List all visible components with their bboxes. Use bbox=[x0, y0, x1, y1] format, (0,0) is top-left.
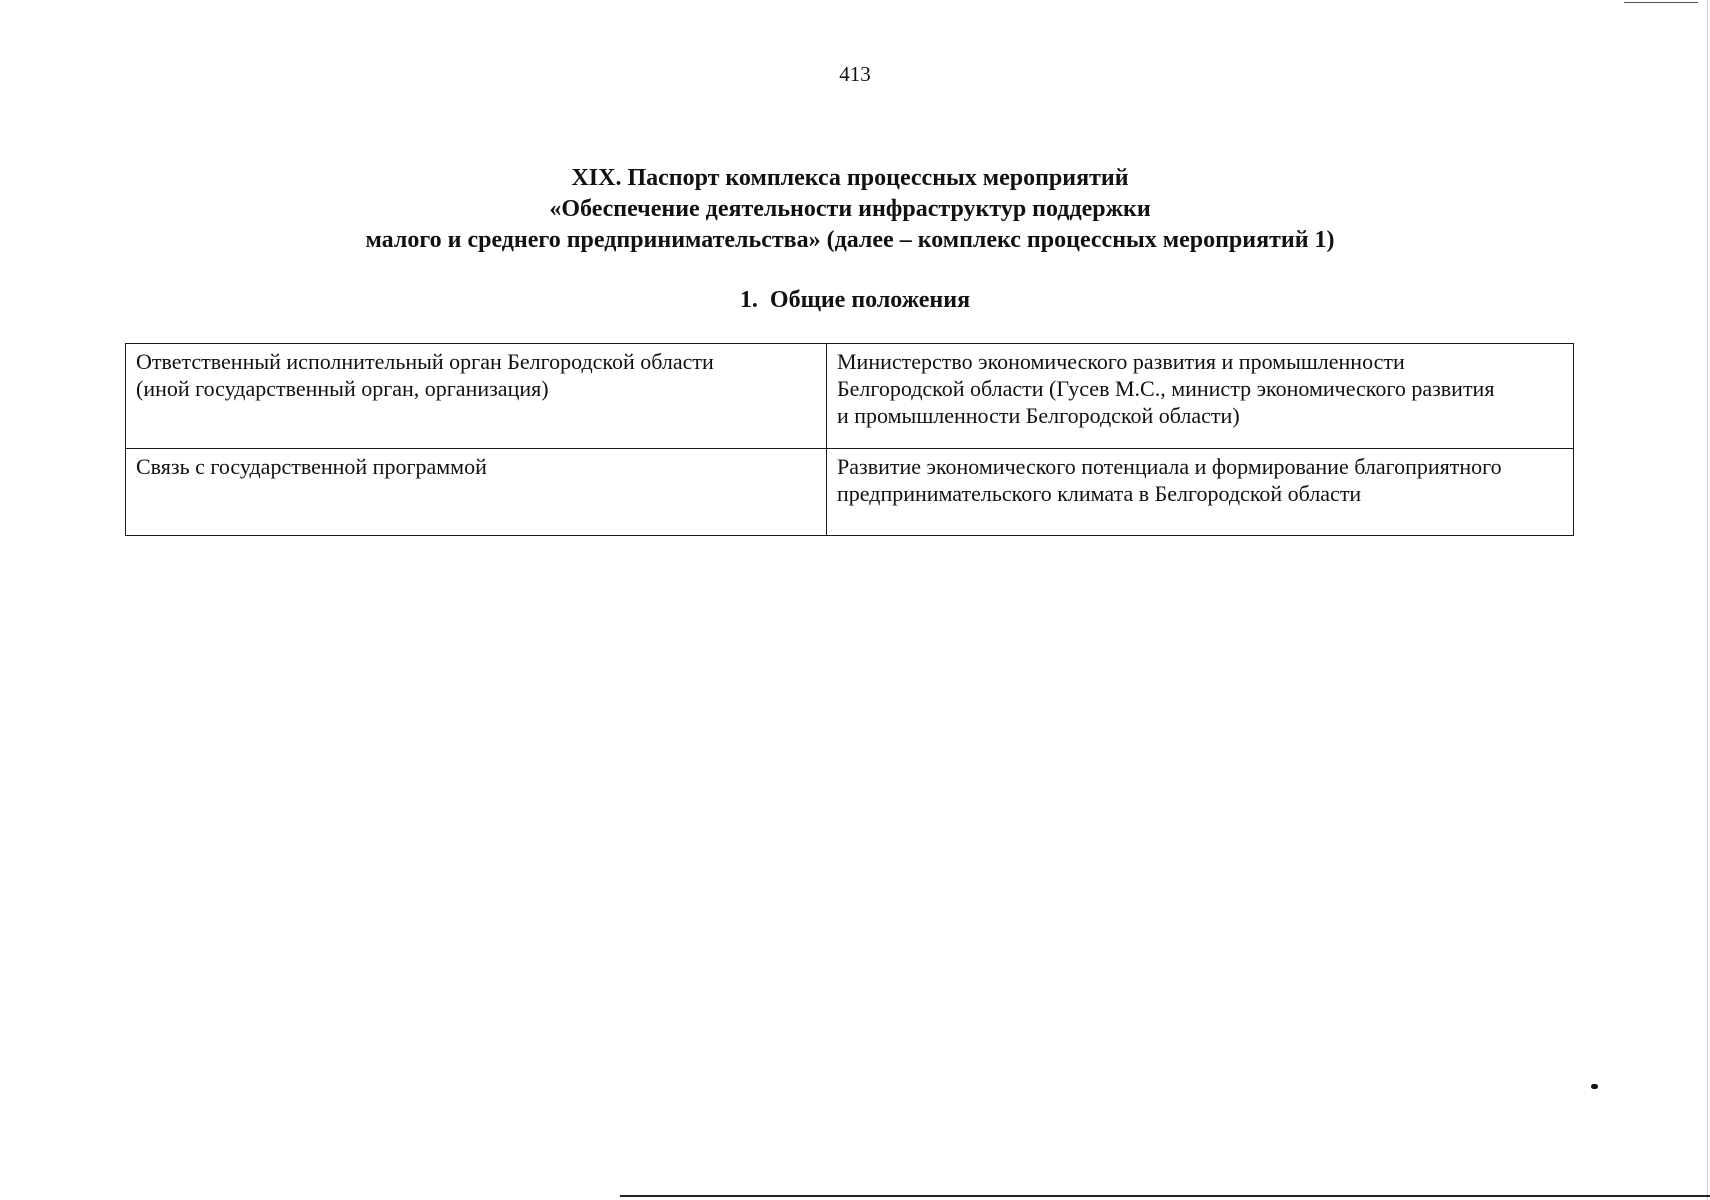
table-cell-value bbox=[827, 449, 1574, 536]
cell-text-line: Министерство экономического развития и промышленности bbox=[837, 349, 1405, 374]
scan-right-edge bbox=[1707, 0, 1708, 1200]
scan-speck bbox=[1591, 1084, 1598, 1089]
scan-edge-line bbox=[1624, 2, 1698, 3]
cell-text-line: (иной государственный орган, организация) bbox=[136, 376, 549, 401]
cell-text-line: Связь с государственной программой bbox=[136, 454, 487, 479]
table-cell-label bbox=[126, 449, 827, 536]
document-title-line: XIX. Паспорт комплекса процессных мероприятий bbox=[571, 165, 1129, 191]
cell-text-line: Развитие экономического потенциала и формирование благоприятного bbox=[837, 454, 1502, 479]
table-row bbox=[126, 344, 1574, 449]
table-cell-value bbox=[827, 344, 1574, 449]
document-title-line: «Обеспечение деятельности инфраструктур поддержки bbox=[549, 196, 1151, 222]
section-title: Общие положения bbox=[769, 287, 971, 313]
scan-bottom-edge bbox=[620, 1195, 1710, 1197]
cell-text-line: предпринимательского климата в Белгородской области bbox=[837, 481, 1362, 506]
section-heading bbox=[0, 285, 1710, 316]
page-number: 413 bbox=[839, 62, 871, 86]
section-number: 1. bbox=[739, 287, 758, 313]
document-title-line: малого и среднего предпринимательства» (далее – комплекс процессных мероприятий 1) bbox=[365, 227, 1335, 253]
cell-text-line: Белгородской области (Гусев М.С., министр экономического развития bbox=[837, 376, 1495, 401]
table-row bbox=[126, 449, 1574, 536]
document-title bbox=[80, 163, 1620, 256]
passport-table bbox=[125, 343, 1574, 536]
table-cell-label bbox=[126, 344, 827, 449]
cell-text-line: и промышленности Белгородской области) bbox=[837, 403, 1240, 428]
cell-text-line: Ответственный исполнительный орган Белгородской области bbox=[136, 349, 714, 374]
